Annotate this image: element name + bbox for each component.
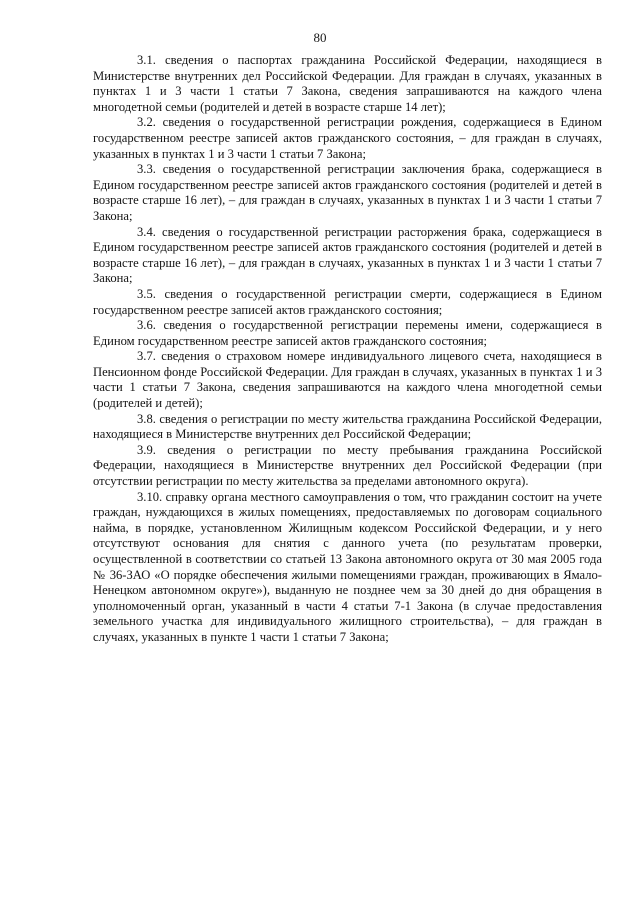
paragraph-3-1: 3.1. сведения о паспортах гражданина Российской Федерации, находящиеся в Министерстве внутренних дел Российской Федерации. Для граждан в случаях, указанных в пунктах 1 и 3 части 1 статьи 7 Закона, сведения запрашиваются на каждого члена многодетной семьи (родителей и детей в возрасте старше 14 лет); <box>93 53 602 114</box>
paragraph-3-8: 3.8. сведения о регистрации по месту жительства гражданина Российской Федерации, находящиеся в Министерстве внутренних дел Российской Федерации; <box>93 411 602 442</box>
document-body <box>93 53 602 646</box>
paragraph-3-3: 3.3. сведения о государственной регистрации заключения брака, содержащиеся в Едином государственном реестре записей актов гражданского состояния (родителей и детей в возрасте старше 16 лет), – для граждан в случаях, указанных в пунктах 1 и 3 части 1 статьи 7 Закона; <box>93 162 602 223</box>
paragraph-3-7: 3.7. сведения о страховом номере индивидуального лицевого счета, находящиеся в Пенсионном фонде Российской Федерации. Для граждан в случаях, указанных в пунктах 1 и 3 части 1 статьи 7 Закона, сведения запрашиваются на каждого члена многодетной семьи (родителей и детей); <box>93 349 602 411</box>
paragraph-3-9: 3.9. сведения о регистрации по месту пребывания гражданина Российской Федерации, находящиеся в Министерстве внутренних дел Российской Федерации (при отсутствии регистрации по месту жительства за пределами автономного округа). <box>93 442 602 489</box>
paragraph-3-2: 3.2. сведения о государственной регистрации рождения, содержащиеся в Едином государственном реестре записей актов гражданского состояния, – для граждан в случаях, указанных в пунктах 1 и 3 части 1 статьи 7 Закона; <box>93 115 602 161</box>
paragraph-3-10: 3.10. справку органа местного самоуправления о том, что гражданин состоит на учете граждан, нуждающихся в жилых помещениях, предоставляемых по договорам социального найма, в порядке, установленном Жилищным кодексом Российской Федерации, и у него отсутствуют основания для снятия с данного учета (по результатам проверки, осуществленной в соответствии со статьей 13 Закона автономного округа от 30 мая 2005 года № 36-ЗАО «О порядке обеспечения жилыми помещениями граждан, проживающих в Ямало-Ненецком автономном округе»), выданную не позднее чем за 30 дней до дня обращения в уполномоченный орган, указанный в части 4 статьи 7-1 Закона (в случае предоставления земельного участка для индивидуального жилищного строительства), – для граждан в случаях, указанных в пункте 1 части 1 статьи 7 Закона; <box>93 489 602 644</box>
paragraph-3-4: 3.4. сведения о государственной регистрации расторжения брака, содержащиеся в Едином государственном реестре записей актов гражданского состояния (родителей и детей в возрасте старше 16 лет), – для граждан в случаях, указанных в пунктах 1 и 3 части 1 статьи 7 Закона; <box>93 224 602 286</box>
paragraph-3-6: 3.6. сведения о государственной регистрации перемены имени, содержащиеся в Едином государственном реестре записей актов гражданского состояния; <box>93 318 602 348</box>
paragraph-3-5: 3.5. сведения о государственной регистрации смерти, содержащиеся в Едином государственном реестре записей актов гражданского состояния; <box>93 286 602 317</box>
page-number: 80 <box>313 30 327 45</box>
